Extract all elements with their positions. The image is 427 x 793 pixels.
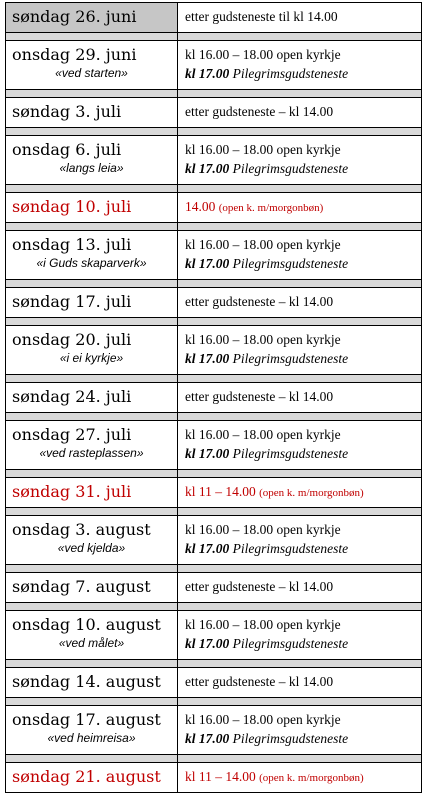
separator-cell <box>6 318 178 326</box>
service-line <box>178 444 421 463</box>
row-separator <box>6 128 422 136</box>
separator-cell <box>6 185 178 193</box>
open-church-hours: kl 16.00 – 18.00 open kyrkje <box>185 332 341 347</box>
separator-cell <box>178 698 422 706</box>
sunday-note: (open k. m/morgonbøn) <box>218 202 324 214</box>
date-cell <box>6 231 178 280</box>
date-cell <box>6 706 178 755</box>
time-cell <box>178 193 422 223</box>
time-cell <box>178 706 422 755</box>
separator-cell <box>178 318 422 326</box>
theme-label: «ved heimreisa» <box>47 731 136 745</box>
date-cell <box>6 763 178 793</box>
service-time: kl 17.00 <box>185 161 230 176</box>
schedule-body <box>6 3 422 793</box>
sunday-time: etter gudsteneste – kl 14.00 <box>185 294 334 309</box>
separator-cell <box>6 660 178 668</box>
time-cell <box>178 231 422 280</box>
separator-cell <box>178 185 422 193</box>
date-label: søndag 21. august <box>12 767 161 786</box>
service-time: kl 17.00 <box>185 351 230 366</box>
wednesday-row <box>6 516 422 565</box>
row-separator <box>6 603 422 611</box>
service-time: kl 17.00 <box>185 446 230 461</box>
time-cell <box>178 3 422 33</box>
date-cell <box>6 193 178 223</box>
theme-label: «i Guds skaparverk» <box>36 256 147 270</box>
separator-cell <box>178 508 422 516</box>
sunday-row <box>6 763 422 793</box>
separator-cell <box>6 90 178 98</box>
time-cell <box>178 383 422 413</box>
sunday-time-line <box>178 288 421 315</box>
row-separator <box>6 90 422 98</box>
separator-cell <box>178 128 422 136</box>
service-line <box>178 539 421 558</box>
wednesday-row <box>6 611 422 660</box>
separator-cell <box>178 375 422 383</box>
sunday-time: etter gudsteneste – kl 14.00 <box>185 674 334 689</box>
wednesday-row <box>6 136 422 185</box>
sunday-row <box>6 668 422 698</box>
sunday-note: (open k. m/morgonbøn) <box>259 772 364 784</box>
service-time: kl 17.00 <box>185 66 230 81</box>
sunday-time-line <box>178 668 421 695</box>
row-separator <box>6 698 422 706</box>
open-church-hours: kl 16.00 – 18.00 open kyrkje <box>185 522 341 537</box>
date-cell <box>6 573 178 603</box>
date-cell <box>6 41 178 90</box>
row-separator <box>6 318 422 326</box>
time-cell <box>178 326 422 375</box>
date-label: onsdag 17. august <box>12 710 161 729</box>
sunday-note: (open k. m/morgonbøn) <box>259 487 364 499</box>
date-label: onsdag 3. august <box>12 520 151 539</box>
open-church-hours: kl 16.00 – 18.00 open kyrkje <box>185 427 341 442</box>
date-label: søndag 17. juli <box>12 292 132 311</box>
row-separator <box>6 280 422 288</box>
sunday-row <box>6 478 422 508</box>
time-cell <box>178 516 422 565</box>
sunday-time: kl 11 – 14.00 <box>185 769 256 784</box>
sunday-time: 14.00 <box>185 199 216 214</box>
date-label: søndag 10. juli <box>12 197 132 216</box>
wednesday-row <box>6 421 422 470</box>
time-cell <box>178 763 422 793</box>
service-line <box>178 64 421 83</box>
service-time: kl 17.00 <box>185 541 230 556</box>
separator-cell <box>6 413 178 421</box>
date-cell <box>6 383 178 413</box>
service-line <box>178 349 421 368</box>
date-label: søndag 7. august <box>12 577 151 596</box>
time-cell <box>178 668 422 698</box>
time-cell <box>178 478 422 508</box>
service-name: Pilegrimsgudsteneste <box>232 446 349 461</box>
date-label: onsdag 6. juli <box>12 140 122 159</box>
date-cell <box>6 136 178 185</box>
service-name: Pilegrimsgudsteneste <box>232 161 349 176</box>
sunday-time: etter gudsteneste til kl 14.00 <box>185 9 338 24</box>
sunday-time-line <box>178 573 421 600</box>
date-cell <box>6 326 178 375</box>
separator-cell <box>6 223 178 231</box>
service-name: Pilegrimsgudsteneste <box>232 636 349 651</box>
service-line <box>178 159 421 178</box>
row-separator <box>6 565 422 573</box>
date-label: søndag 3. juli <box>12 102 122 121</box>
service-name: Pilegrimsgudsteneste <box>232 66 349 81</box>
date-cell <box>6 478 178 508</box>
wednesday-row <box>6 41 422 90</box>
time-cell <box>178 421 422 470</box>
separator-cell <box>178 90 422 98</box>
sunday-row <box>6 383 422 413</box>
time-cell <box>178 611 422 660</box>
date-label: søndag 14. august <box>12 672 161 691</box>
separator-cell <box>178 33 422 41</box>
sunday-row <box>6 193 422 223</box>
date-cell <box>6 611 178 660</box>
sunday-row <box>6 573 422 603</box>
separator-cell <box>6 603 178 611</box>
separator-cell <box>178 223 422 231</box>
date-cell <box>6 288 178 318</box>
wednesday-row <box>6 706 422 755</box>
sunday-row <box>6 3 422 33</box>
sunday-time: etter gudsteneste – kl 14.00 <box>185 104 334 119</box>
service-name: Pilegrimsgudsteneste <box>232 256 349 271</box>
separator-cell <box>178 660 422 668</box>
date-label: søndag 31. juli <box>12 482 132 501</box>
row-separator <box>6 413 422 421</box>
open-church-hours: kl 16.00 – 18.00 open kyrkje <box>185 142 341 157</box>
service-line <box>178 634 421 653</box>
theme-label: «langs leia» <box>59 161 124 175</box>
separator-cell <box>6 33 178 41</box>
separator-cell <box>6 375 178 383</box>
sunday-time-line <box>178 193 421 222</box>
row-separator <box>6 33 422 41</box>
date-label: søndag 26. juni <box>12 7 137 26</box>
row-separator <box>6 223 422 231</box>
open-church-hours: kl 16.00 – 18.00 open kyrkje <box>185 237 341 252</box>
date-cell <box>6 516 178 565</box>
time-cell <box>178 41 422 90</box>
service-name: Pilegrimsgudsteneste <box>232 731 349 746</box>
separator-cell <box>178 603 422 611</box>
date-label: onsdag 10. august <box>12 615 161 634</box>
open-church-hours: kl 16.00 – 18.00 open kyrkje <box>185 712 341 727</box>
date-cell <box>6 421 178 470</box>
service-time: kl 17.00 <box>185 731 230 746</box>
sunday-time: kl 11 – 14.00 <box>185 484 256 499</box>
date-label: onsdag 29. juni <box>12 45 137 64</box>
service-name: Pilegrimsgudsteneste <box>232 351 349 366</box>
sunday-time-line <box>178 763 421 792</box>
time-cell <box>178 98 422 128</box>
theme-label: «ved kjelda» <box>57 541 126 555</box>
date-label: onsdag 13. juli <box>12 235 132 254</box>
separator-cell <box>6 280 178 288</box>
time-cell <box>178 573 422 603</box>
separator-cell <box>178 413 422 421</box>
wednesday-row <box>6 326 422 375</box>
separator-cell <box>178 470 422 478</box>
separator-cell <box>6 128 178 136</box>
sunday-time-line <box>178 3 421 30</box>
sunday-time-line <box>178 478 421 507</box>
date-label: onsdag 27. juli <box>12 425 132 444</box>
date-label: onsdag 20. juli <box>12 330 132 349</box>
separator-cell <box>6 565 178 573</box>
date-cell <box>6 668 178 698</box>
separator-cell <box>6 698 178 706</box>
sunday-time: etter gudsteneste – kl 14.00 <box>185 579 334 594</box>
sunday-time-line <box>178 98 421 125</box>
service-time: kl 17.00 <box>185 636 230 651</box>
row-separator <box>6 508 422 516</box>
row-separator <box>6 470 422 478</box>
open-church-hours: kl 16.00 – 18.00 open kyrkje <box>185 617 341 632</box>
time-cell <box>178 288 422 318</box>
row-separator <box>6 660 422 668</box>
service-line <box>178 254 421 273</box>
service-name: Pilegrimsgudsteneste <box>232 541 349 556</box>
service-line <box>178 729 421 748</box>
sunday-row <box>6 288 422 318</box>
date-cell <box>6 3 178 33</box>
time-cell <box>178 136 422 185</box>
wednesday-row <box>6 231 422 280</box>
separator-cell <box>178 565 422 573</box>
separator-cell <box>6 508 178 516</box>
theme-label: «ved rasteplassen» <box>39 446 144 460</box>
theme-label: «ved målet» <box>58 636 125 650</box>
schedule-table <box>5 2 422 793</box>
service-time: kl 17.00 <box>185 256 230 271</box>
date-cell <box>6 98 178 128</box>
separator-cell <box>6 470 178 478</box>
separator-cell <box>178 280 422 288</box>
theme-label: «ved starten» <box>55 66 128 80</box>
row-separator <box>6 375 422 383</box>
date-label: søndag 24. juli <box>12 387 132 406</box>
theme-label: «i ei kyrkje» <box>59 351 124 365</box>
sunday-row <box>6 98 422 128</box>
sunday-time-line <box>178 383 421 410</box>
row-separator <box>6 185 422 193</box>
sunday-time: etter gudsteneste – kl 14.00 <box>185 389 334 404</box>
open-church-hours: kl 16.00 – 18.00 open kyrkje <box>185 47 341 62</box>
